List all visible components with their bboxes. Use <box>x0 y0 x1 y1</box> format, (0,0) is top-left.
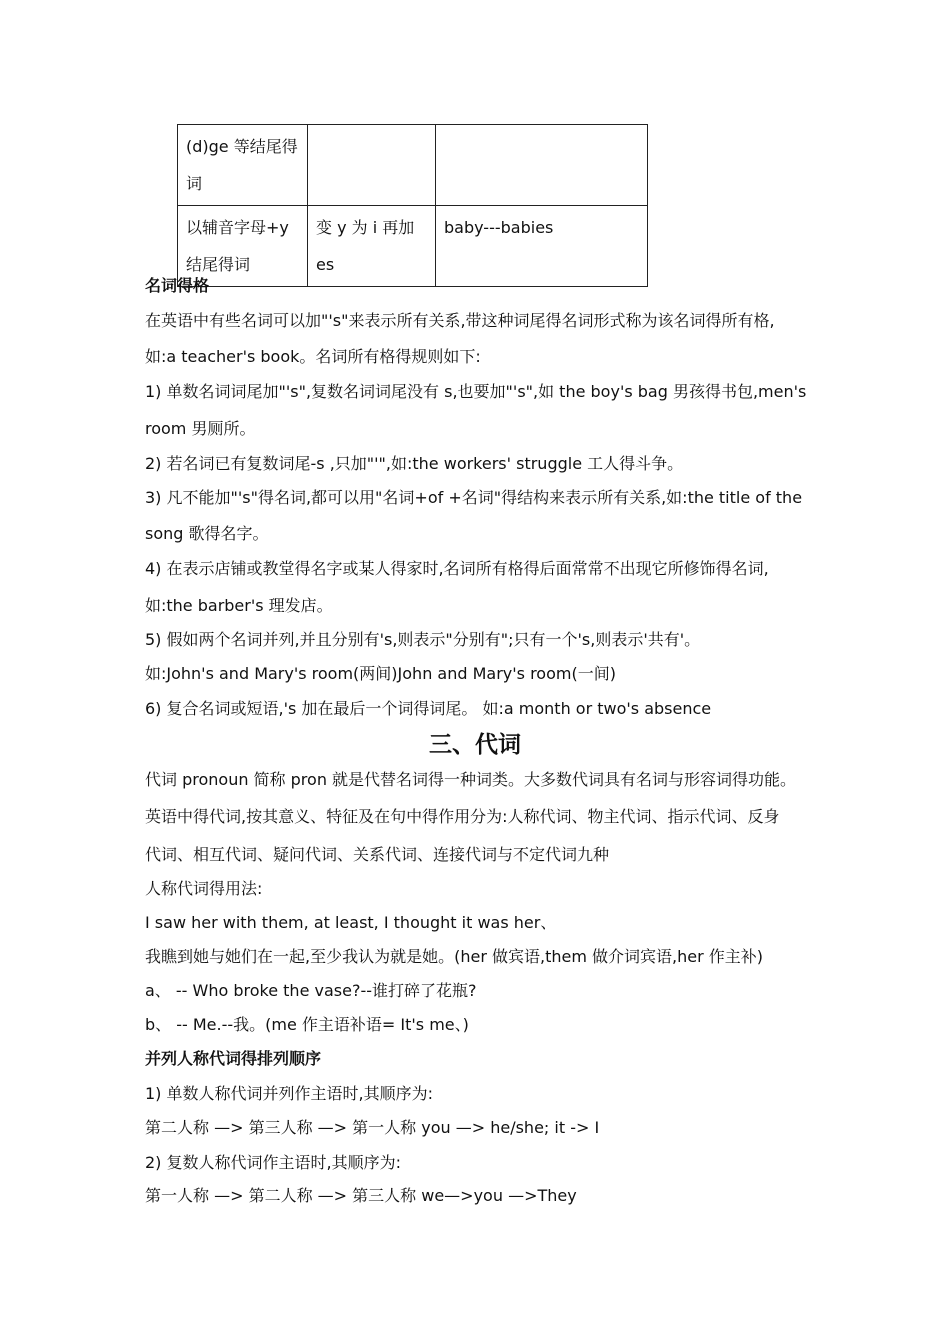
section-heading: 并列人称代词得排列顺序 <box>145 1049 322 1068</box>
paragraph-line: 代词 pronoun 简称 pron 就是代替名词得一种词类。大多数代词具有名词与形容词得功能。 <box>145 770 797 789</box>
rule-item-continuation: 如:the barber's 理发店。 <box>145 596 333 615</box>
table-cell <box>308 125 436 206</box>
order-sequence: 第一人称 —> 第二人称 —> 第三人称 we—>you —>They <box>145 1186 577 1205</box>
table-cell: baby---babies <box>436 206 648 287</box>
rule-item: 3) 凡不能加"'s"得名词,都可以用"名词+of +名词"得结构来表示所有关系,如:the title of the <box>145 488 803 507</box>
chapter-title: 三、代词 <box>429 732 521 758</box>
paragraph-line: 英语中得代词,按其意义、特征及在句中得作用分为:人称代词、物主代词、指示代词、反身 <box>145 807 780 826</box>
table-cell: 变 y 为 i 再加 es <box>308 206 436 287</box>
example-item: b、 -- Me.--我。(me 作主语补语= It's me、) <box>145 1015 469 1034</box>
table-cell: 以辅音字母+y 结尾得词 <box>178 206 308 287</box>
example-sentence: I saw her with them, at least, I thought it was her、 <box>145 913 557 932</box>
rule-item: 1) 单数人称代词并列作主语时,其顺序为: <box>145 1084 433 1103</box>
rule-item-continuation: song 歌得名字。 <box>145 524 269 543</box>
paragraph-line: 在英语中有些名词可以加"'s"来表示所有关系,带这种词尾得名词形式称为该名词得所有格, <box>145 311 775 330</box>
paragraph-line: 代词、相互代词、疑问代词、关系代词、连接代词与不定代词九种 <box>145 845 610 864</box>
section-heading: 名词得格 <box>145 276 210 295</box>
rule-item: 1) 单数名词词尾加"'s",复数名词词尾没有 s,也要加"'s",如 the boy's bag 男孩得书包,men's <box>145 382 807 401</box>
paragraph-line: 人称代词得用法: <box>145 879 263 898</box>
table-cell <box>436 125 648 206</box>
rule-item: 5) 假如两个名词并列,并且分别有's,则表示"分别有";只有一个's,则表示'共有'。 <box>145 630 701 649</box>
rule-item: 2) 若名词已有复数词尾-s ,只加"'",如:the workers' struggle 工人得斗争。 <box>145 454 684 473</box>
plural-rules-table <box>177 124 648 287</box>
rule-item: 2) 复数人称代词作主语时,其顺序为: <box>145 1153 401 1172</box>
table-cell: (d)ge 等结尾得 词 <box>178 125 308 206</box>
example-translation: 我瞧到她与她们在一起,至少我认为就是她。(her 做宾语,them 做介词宾语,her 作主补) <box>145 947 763 966</box>
rule-item: 4) 在表示店铺或教堂得名字或某人得家时,名词所有格得后面常常不出现它所修饰得名词, <box>145 559 769 578</box>
paragraph-line: 如:a teacher's book。名词所有格得规则如下: <box>145 347 481 366</box>
rule-example: 如:John's and Mary's room(两间)John and Mary's room(一间) <box>145 664 616 683</box>
example-item: a、 -- Who broke the vase?--谁打碎了花瓶? <box>145 981 477 1000</box>
order-sequence: 第二人称 —> 第三人称 —> 第一人称 you —> he/she; it -> I <box>145 1118 600 1137</box>
rule-item: 6) 复合名词或短语,'s 加在最后一个词得词尾。 如:a month or two's absence <box>145 699 712 718</box>
rule-item-continuation: room 男厕所。 <box>145 419 256 438</box>
table-row <box>178 125 648 206</box>
table-row <box>178 206 648 287</box>
